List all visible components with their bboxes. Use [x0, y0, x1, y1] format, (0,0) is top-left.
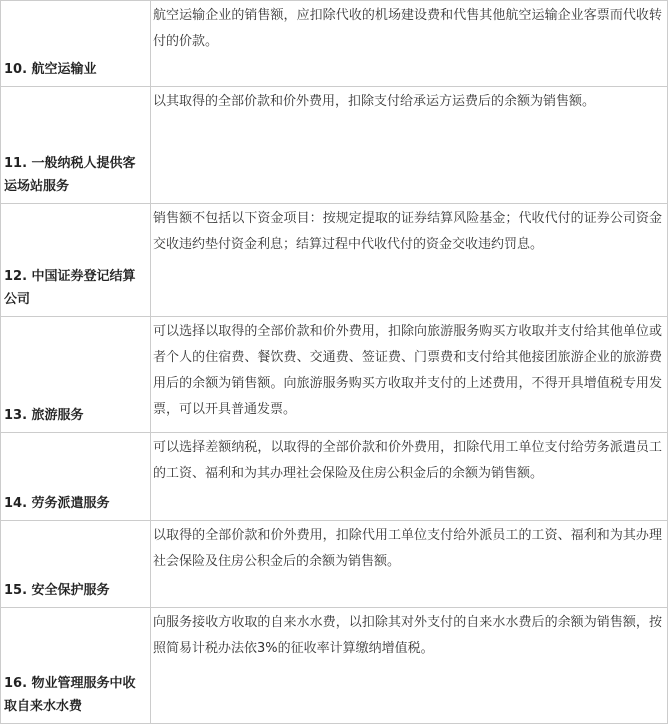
table-row: [1, 521, 668, 608]
description-cell: [151, 317, 668, 433]
description-cell: [151, 608, 668, 724]
category-cell: [1, 204, 151, 317]
category-cell: [1, 87, 151, 204]
description-text: 可以选择以取得的全部价款和价外费用，扣除向旅游服务购买方收取并支付给其他单位或者个人的住宿费、餐饮费、交通费、签证费、门票费和支付给其他接团旅游企业的旅游费用后的余额为销售额。向旅游服务购买方收取并支付的上述费用，不得开具增值税专用发票，可以开具普通发票。: [153, 324, 662, 417]
category-label: 13. 旅游服务: [4, 408, 84, 423]
category-cell: [1, 1, 151, 87]
category-cell: [1, 433, 151, 521]
description-text: 以取得的全部价款和价外费用，扣除代用工单位支付给外派员工的工资、福利和为其办理社会保险及住房公积金后的余额为销售额。: [153, 528, 662, 569]
table-row: [1, 317, 668, 433]
category-cell: [1, 608, 151, 724]
category-cell: [1, 317, 151, 433]
description-text: 销售额不包括以下资金项目：按规定提取的证券结算风险基金；代收代付的证券公司资金交收违约垫付资金利息；结算过程中代收代付的资金交收违约罚息。: [153, 211, 662, 252]
category-label: 14. 劳务派遣服务: [4, 496, 110, 511]
category-cell: [1, 521, 151, 608]
description-cell: [151, 87, 668, 204]
table-row: [1, 204, 668, 317]
description-cell: [151, 1, 668, 87]
description-cell: [151, 521, 668, 608]
category-label: 16. 物业管理服务中收取自来水水费: [4, 676, 136, 714]
category-label: 15. 安全保护服务: [4, 583, 110, 598]
description-cell: [151, 433, 668, 521]
table-row: [1, 1, 668, 87]
description-cell: [151, 204, 668, 317]
description-text: 以其取得的全部价款和价外费用，扣除支付给承运方运费后的余额为销售额。: [153, 94, 596, 109]
category-label: 11. 一般纳税人提供客运场站服务: [4, 156, 136, 194]
table-row: [1, 608, 668, 724]
description-text: 向服务接收方收取的自来水水费，以扣除其对外支付的自来水水费后的余额为销售额，按照简易计税办法依3%的征收率计算缴纳增值税。: [153, 615, 662, 656]
description-text: 航空运输企业的销售额，应扣除代收的机场建设费和代售其他航空运输企业客票而代收转付的价款。: [153, 8, 662, 49]
description-text: 可以选择差额纳税，以取得的全部价款和价外费用，扣除代用工单位支付给劳务派遣员工的工资、福利和为其办理社会保险及住房公积金后的余额为销售额。: [153, 440, 662, 481]
category-label: 10. 航空运输业: [4, 62, 97, 77]
category-label: 12. 中国证券登记结算公司: [4, 269, 136, 307]
table-row: [1, 433, 668, 521]
table-row: [1, 87, 668, 204]
